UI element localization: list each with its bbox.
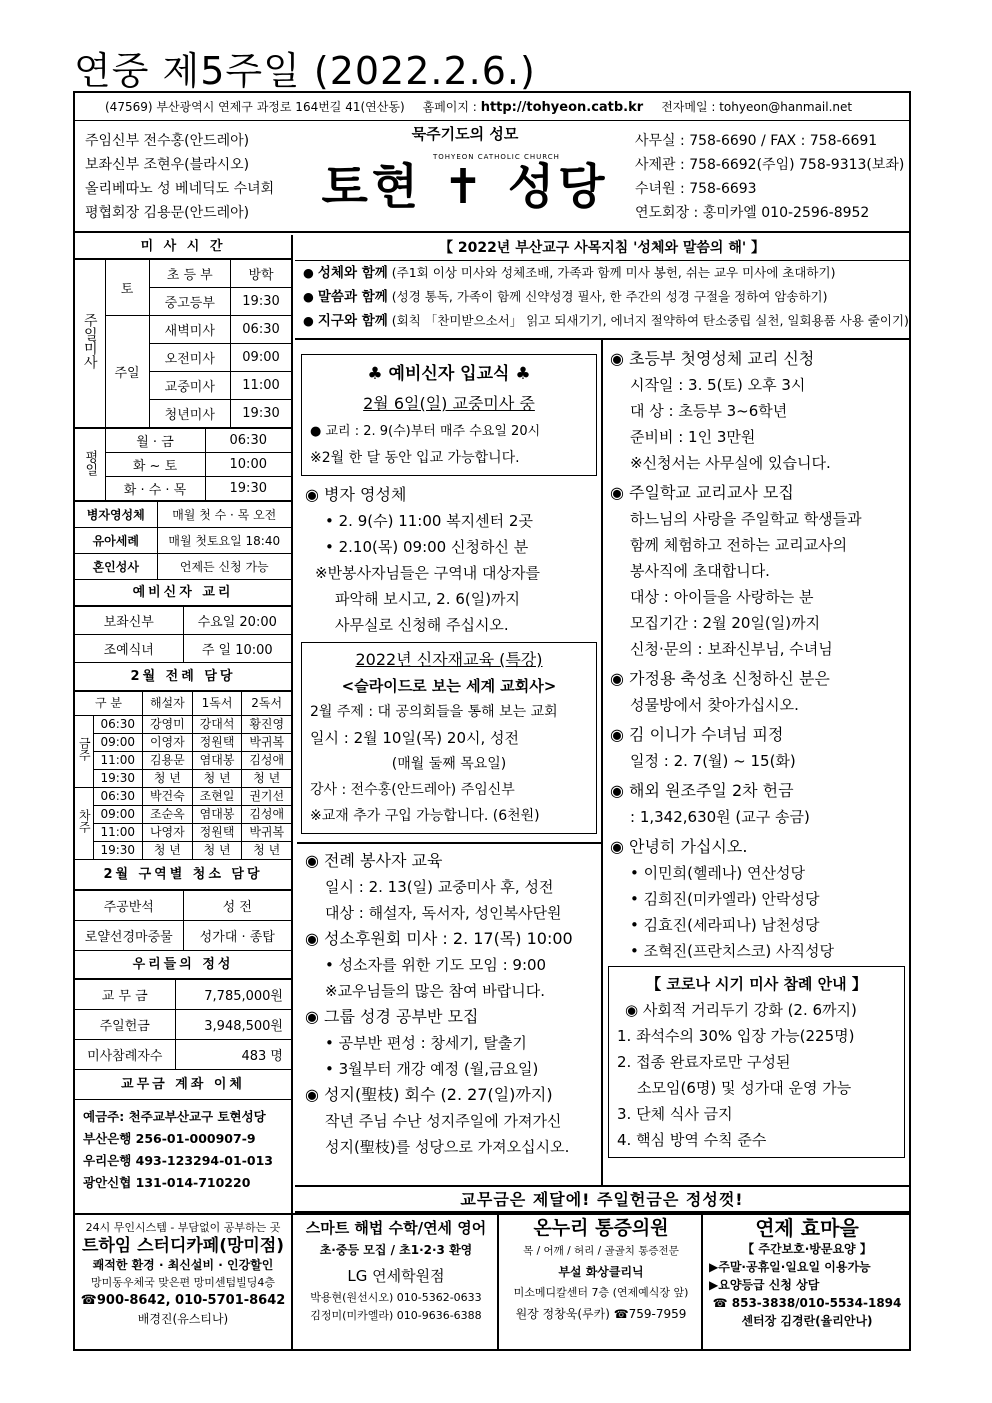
col-header: 2독서	[242, 692, 291, 716]
time: 19:30	[93, 770, 142, 788]
detail-line: ※교우님들의 많은 참여 바랍니다.	[325, 982, 546, 1000]
ad-line: LG 연세학원점	[347, 1267, 445, 1285]
church-seal: TOHYEON CATHOLIC CHURCH	[433, 153, 560, 161]
reader1: 염대봉	[192, 806, 242, 824]
next-week-label: 차주	[75, 788, 93, 860]
detail-line: 1. 좌석수의 30% 입장 가능(225명)	[617, 1027, 855, 1045]
sunday-mass-label: 주일미사	[75, 260, 105, 428]
time: 11:00	[93, 752, 142, 770]
sunday-label: 주일	[105, 316, 149, 428]
pastor: 주임신부 전수홍(안드레아)	[85, 133, 250, 149]
reader2: 박귀복	[242, 824, 291, 842]
ad-line: 쾌적한 환경 · 최신설비 · 인강할인	[92, 1258, 274, 1272]
bank-account: 우리은행 493-123294-01-013	[83, 1153, 273, 1168]
ad-care-center	[705, 1215, 909, 1351]
first-communion	[604, 342, 909, 964]
area: 성가대 · 종탑	[183, 921, 291, 951]
clergy-list	[85, 129, 274, 225]
mass-time: 10:00	[205, 453, 291, 477]
ad-study-cafe	[75, 1215, 293, 1351]
rite-date: 2월 6일(일) 교중미사 중	[363, 394, 535, 413]
sacrament-name: 유아세례	[75, 528, 157, 554]
mass-name: 중고등부	[149, 288, 231, 316]
middle-column	[297, 342, 601, 1160]
guideline-item: ● 지구와 함께 (회칙 「찬미받으소서」 읽고 되새기기, 에너지 절약하여 탄소중립 실천, 일회용품 사용 줄이기)	[303, 313, 909, 329]
time: 06:30	[93, 788, 142, 806]
detail-line: 성물방에서 찾아가십시오.	[630, 696, 799, 714]
detail-line: 작년 주님 수난 성지주일에 가져가신	[325, 1112, 562, 1130]
cleaning-title: 2월 구역별 청소 담당	[75, 860, 291, 890]
liturgy-duty-table	[75, 691, 291, 860]
district: 로얄선경마중물	[75, 921, 183, 951]
class-time: 주 일 10:00	[183, 635, 291, 663]
section-title: ◉ 해외 원조주일 2차 헌금	[610, 781, 794, 800]
ad-line: 미소메디칼센터 7층 (연제예식장 앞)	[513, 1286, 689, 1299]
sunday-mass-table	[75, 259, 291, 428]
address-bar	[75, 93, 909, 121]
mass-day: 화 ~ 토	[105, 453, 205, 477]
col-header: 구 분	[75, 692, 142, 716]
rite-note: ● 교리 : 2. 9(수)부터 매주 수요일 20시	[310, 424, 541, 439]
commentator: 나영자	[142, 824, 192, 842]
section-title: ◉ 김 이니가 수녀님 피정	[610, 725, 784, 744]
bank-account: 광안신협 131-014-710220	[83, 1175, 251, 1190]
reader2: 박귀복	[242, 734, 291, 752]
ad-line: 목 / 어깨 / 허리 / 골골치 통증전문	[523, 1245, 679, 1257]
offering-amount: 7,785,000원	[175, 980, 291, 1010]
mass-name: 교중미사	[149, 372, 231, 400]
mass-time: 19:30	[231, 400, 291, 428]
education-subtitle: <슬라이드로 보는 세계 교회사>	[341, 677, 557, 695]
offering-label: 교 무 금	[75, 980, 175, 1010]
liturgy-duty-title: 2월 전례 담당	[75, 663, 291, 691]
homepage-link[interactable]: http://tohyeon.catb.kr	[480, 100, 644, 115]
covid-subtitle: ◉ 사회적 거리두기 강화 (2. 6까지)	[625, 1001, 857, 1019]
detail-line: • 조혁진(프란치스코) 사직성당	[630, 942, 834, 960]
guideline-item: ● 성체와 함께 (주1회 이상 미사와 성체조배, 가족과 함께 미사 봉헌, 쉬는 교우 미사에 초대하기)	[303, 265, 836, 281]
mass-name: 새벽미사	[149, 316, 231, 344]
ad-academy	[295, 1215, 499, 1351]
rite-note: ※2월 한 달 동안 입교 가능합니다.	[310, 450, 520, 466]
reader2: 권기선	[242, 788, 291, 806]
class-time: 수요일 20:00	[183, 607, 291, 635]
ad-phone: 박용현(원선시오) 010-5362-0633	[310, 1291, 482, 1304]
ad-row	[75, 1213, 909, 1349]
commentator: 강영미	[142, 716, 192, 734]
mass-time: 19:30	[205, 477, 291, 501]
detail-line: 강사 : 전수홍(안드레아) 주임신부	[310, 782, 515, 798]
time: 09:00	[93, 734, 142, 752]
covid-box	[608, 966, 905, 1158]
left-column	[75, 235, 293, 1297]
time: 06:30	[93, 716, 142, 734]
rite-title: ♣ 예비신자 입교식 ♣	[367, 364, 531, 384]
mass-day: 월 · 금	[105, 429, 205, 453]
education-title: 2022년 신자재교육 (특강)	[355, 650, 543, 669]
pastoral-guideline-banner	[295, 235, 909, 340]
detail-line: 성지(聖枝)를 성당으로 가져오십시오.	[325, 1138, 570, 1156]
column-divider	[601, 340, 603, 1185]
detail-line: • 2. 9(수) 11:00 복지센터 2곳	[325, 512, 533, 530]
detail-line: 대 상 : 초등부 3~6학년	[630, 402, 788, 420]
sacrament-name: 혼인성사	[75, 554, 157, 580]
email-address[interactable]: 전자메일 : tohyeon@hanmail.net	[661, 100, 853, 114]
sacrament-table	[75, 501, 291, 580]
col-header: 해설자	[142, 692, 192, 716]
page-title: 연중 제5주일 (2022.2.6.)	[74, 49, 536, 93]
catechumen-table	[75, 606, 291, 663]
detail-line: 신청·문의 : 보좌신부님, 수녀님	[630, 640, 833, 658]
reader2: 황진영	[242, 716, 291, 734]
detail-line: 일시 : 2월 10일(목) 20시, 성전	[310, 729, 520, 747]
time: 09:00	[93, 806, 142, 824]
reader1: 정원택	[192, 824, 242, 842]
commentator: 청 년	[142, 842, 192, 860]
offering-label: 주일헌금	[75, 1010, 175, 1040]
ad-line: 24시 무인시스템 - 부담없이 공부하는 곳	[85, 1221, 281, 1234]
detail-line: 파악해 보시고, 2. 6(일)까지	[335, 590, 521, 608]
detail-line: (매월 둘째 목요일)	[391, 756, 507, 772]
guideline-heading: 【 2022년 부산교구 사목지침 '성체와 말씀의 해' 】	[295, 235, 909, 261]
church-name: 토현 ✝ 성당	[321, 159, 609, 215]
reader2: 김성애	[242, 752, 291, 770]
ad-line: 【 주간보호·방문요양 】	[742, 1242, 872, 1256]
catechist: 조예식녀	[75, 635, 183, 663]
council-president: 평협회장 김용문(안드레아)	[85, 205, 250, 221]
detail-line: 하느님의 사랑을 주일학교 학생들과	[630, 510, 862, 528]
detail-line: 3. 단체 식사 금지	[617, 1105, 733, 1123]
catechumen-title: 예비신자 교리	[75, 580, 291, 606]
reader1: 염대봉	[192, 752, 242, 770]
attendance-count: 483 명	[175, 1040, 291, 1070]
sick-communion	[297, 482, 601, 638]
mass-time: 06:30	[231, 316, 291, 344]
section-title: ◉ 가정용 축성초 신청하신 분은	[610, 669, 830, 688]
ad-title: 온누리 통증의원	[533, 1217, 669, 1239]
detail-line: ※교재 추가 구입 가능합니다. (6천원)	[310, 808, 540, 824]
section-title: ◉ 그룹 성경 공부반 모집	[305, 1007, 479, 1026]
bank-account: 부산은행 256-01-000907-9	[83, 1131, 256, 1146]
offering-title: 우리들의 정성	[75, 951, 291, 979]
detail-line: 함께 체험하고 전하는 교리교사의	[630, 536, 848, 554]
ad-line: 센터장 김경란(율리안나)	[741, 1314, 873, 1328]
detail-line: ※신청서는 사무실에 있습니다.	[630, 454, 831, 472]
mass-time: 09:00	[231, 344, 291, 372]
postal-address: (47569) 부산광역시 연제구 과정로 164번길 41(연산동)	[105, 100, 405, 114]
detail-line: 대상 : 아이들을 사랑하는 분	[630, 588, 814, 606]
sacrament-schedule: 매월 첫 수 · 목 오전	[157, 502, 291, 528]
weekday-mass-table	[75, 428, 291, 501]
mass-day: 화 · 수 · 목	[105, 477, 205, 501]
ad-line: 망미동우체국 맞은편 망미센텀빌딩4층	[90, 1276, 275, 1289]
detail-line: • 김희진(미카엘라) 안락성당	[630, 890, 820, 908]
col-header: 1독서	[192, 692, 242, 716]
cleaning-table	[75, 890, 291, 951]
section-title: ◉ 병자 영성체	[305, 485, 407, 504]
covid-title: 【 코로나 시기 미사 참례 안내 】	[646, 975, 867, 993]
ad-line: 초·중등 모집 / 초1·2·3 환영	[319, 1243, 473, 1257]
ad-line: 배경진(유스티나)	[137, 1312, 229, 1326]
education-box	[301, 642, 597, 834]
detail-line: 일정 : 2. 7(월) ~ 15(화)	[630, 752, 796, 770]
commentator: 조순옥	[142, 806, 192, 824]
ad-phone: ☎ 853-3838/010-5534-1894	[712, 1296, 902, 1310]
rectory-phone: 사제관 : 758-6692(주임) 758-9313(보좌)	[635, 157, 905, 173]
detail-line: 4. 핵심 방역 수칙 준수	[617, 1131, 767, 1149]
reader2: 청 년	[242, 770, 291, 788]
sisters: 올리베따노 성 베네딕도 수녀회	[85, 181, 275, 197]
detail-line: • 김효진(세라피나) 남천성당	[630, 916, 820, 934]
detail-line: 봉사직에 초대합니다.	[630, 562, 770, 580]
sacrament-schedule: 매월 첫토요일 18:40	[157, 528, 291, 554]
assistant-priest: 보좌신부 조현우(블라시오)	[85, 157, 250, 173]
ad-line: ▶요양등급 신청 상담	[709, 1278, 820, 1292]
reader1: 조현일	[192, 788, 242, 806]
mass-time: 방학	[231, 260, 291, 288]
reader1: 청 년	[192, 770, 242, 788]
account-title: 교무금 계좌 이체	[75, 1070, 291, 1100]
church-logo	[315, 123, 615, 217]
offering-slogan: 교무금은 제달에! 주일헌금은 정성껏!	[295, 1185, 909, 1213]
detail-line: • 3월부터 개강 예정 (월,금요일)	[325, 1060, 539, 1078]
catechist: 보좌신부	[75, 607, 183, 635]
reader2: 김성애	[242, 806, 291, 824]
mass-time: 19:30	[231, 288, 291, 316]
detail-line: 사무실로 신청해 주십시오.	[335, 616, 509, 634]
detail-line: 준비비 : 1인 3만원	[630, 428, 756, 446]
time: 11:00	[93, 824, 142, 842]
sacrament-name: 병자영성체	[75, 502, 157, 528]
detail-line: 2월 주제 : 대 공의회들을 통해 보는 교회	[310, 704, 558, 720]
saturday-label: 토	[105, 260, 149, 316]
contact-list	[635, 129, 904, 225]
office-phone: 사무실 : 758-6690 / FAX : 758-6691	[635, 133, 878, 149]
church-header	[75, 121, 909, 233]
mass-name: 초 등 부	[149, 260, 231, 288]
sacrament-schedule: 언제든 신청 가능	[157, 554, 291, 580]
section-title: ◉ 성소후원회 미사 : 2. 17(목) 10:00	[305, 929, 573, 948]
funeral-contact: 연도회장 : 홍미카엘 010-2596-8952	[635, 205, 870, 221]
section-title: ◉ 성지(聖枝) 회수 (2. 27(일)까지)	[305, 1085, 553, 1104]
detail-line: • 2.10(목) 09:00 신청하신 분	[325, 538, 529, 556]
mass-times-title: 미 사 시 간	[75, 235, 291, 259]
weekday-label: 평일	[75, 429, 105, 501]
section-title: ◉ 안녕히 가십시오.	[610, 837, 748, 856]
detail-line: 일시 : 2. 13(일) 교중미사 후, 성전	[325, 878, 554, 896]
ad-phone: 원장 정창욱(루카) ☎759-7959	[515, 1307, 687, 1321]
detail-line: ※반봉사자님들은 구역내 대상자를	[315, 564, 540, 582]
catechumen-rite-box	[301, 354, 597, 476]
reader1: 청 년	[192, 842, 242, 860]
this-week-label: 금주	[75, 716, 93, 788]
account-holder: 예금주: 천주교부산교구 토현성당	[83, 1109, 266, 1124]
ad-phone: 김정미(미카엘라) 010-9636-6388	[310, 1309, 482, 1322]
commentator: 박건숙	[142, 788, 192, 806]
commentator: 청 년	[142, 770, 192, 788]
reader1: 정원택	[192, 734, 242, 752]
mass-time: 11:00	[231, 372, 291, 400]
detail-line: 시작일 : 3. 5(토) 오후 3시	[630, 376, 806, 394]
ad-clinic	[501, 1215, 703, 1351]
detail-line: 소모임(6명) 및 성가대 운영 가능	[637, 1079, 852, 1097]
detail-line: • 공부반 편성 : 창세기, 탈출기	[325, 1034, 527, 1052]
area: 성 전	[183, 891, 291, 921]
detail-line: 모집기간 : 2월 20일(일)까지	[630, 614, 821, 632]
ad-line: ▶주말·공휴일·일요일 이용가능	[709, 1260, 871, 1274]
detail-line: : 1,342,630원 (교구 송금)	[630, 808, 810, 826]
section-title: ◉ 초등부 첫영성체 교리 신청	[610, 349, 815, 368]
section-title: ◉ 전례 봉사자 교육	[305, 851, 443, 870]
commentator: 김용문	[142, 752, 192, 770]
convent-phone: 수녀원 : 758-6693	[635, 181, 757, 197]
offering-label: 미사참례자수	[75, 1040, 175, 1070]
offering-table	[75, 979, 291, 1070]
section-title: ◉ 주일학교 교리교사 모집	[610, 483, 794, 502]
motto: 묵주기도의 성모	[411, 125, 519, 143]
commentator: 이영자	[142, 734, 192, 752]
guideline-item: ● 말씀과 함께 (성경 통독, 가족이 함께 신약성경 필사, 한 주간의 성경 구절을 정하여 암송하기)	[303, 289, 828, 305]
reader2: 청 년	[242, 842, 291, 860]
right-column	[604, 342, 909, 1158]
detail-line: 2. 접종 완료자로만 구성된	[617, 1053, 791, 1071]
mass-name: 청년미사	[149, 400, 231, 428]
ad-title: 스마트 해법 수학/연세 영어	[305, 1219, 487, 1237]
ad-phone: ☎900-8642, 010-5701-8642	[80, 1293, 286, 1308]
offering-amount: 3,948,500원	[175, 1010, 291, 1040]
mass-time: 06:30	[205, 429, 291, 453]
account-list	[75, 1100, 291, 1200]
ad-title: 연제 효마을	[755, 1216, 859, 1240]
detail-line: • 이민희(헬레나) 연산성당	[630, 864, 805, 882]
district: 주공반석	[75, 891, 183, 921]
ad-line: 부설 화상클리닉	[558, 1265, 644, 1279]
homepage-label: 홈페이지 :	[422, 100, 477, 114]
reader1: 강대석	[192, 716, 242, 734]
detail-line: • 성소자를 위한 기도 모임 : 9:00	[325, 956, 547, 974]
liturgy-education	[297, 842, 601, 1160]
time: 19:30	[93, 842, 142, 860]
mass-name: 오전미사	[149, 344, 231, 372]
ad-title: 트하임 스터디카페(망미점)	[81, 1236, 285, 1256]
detail-line: 대상 : 해설자, 독서자, 성인복사단원	[325, 904, 562, 922]
